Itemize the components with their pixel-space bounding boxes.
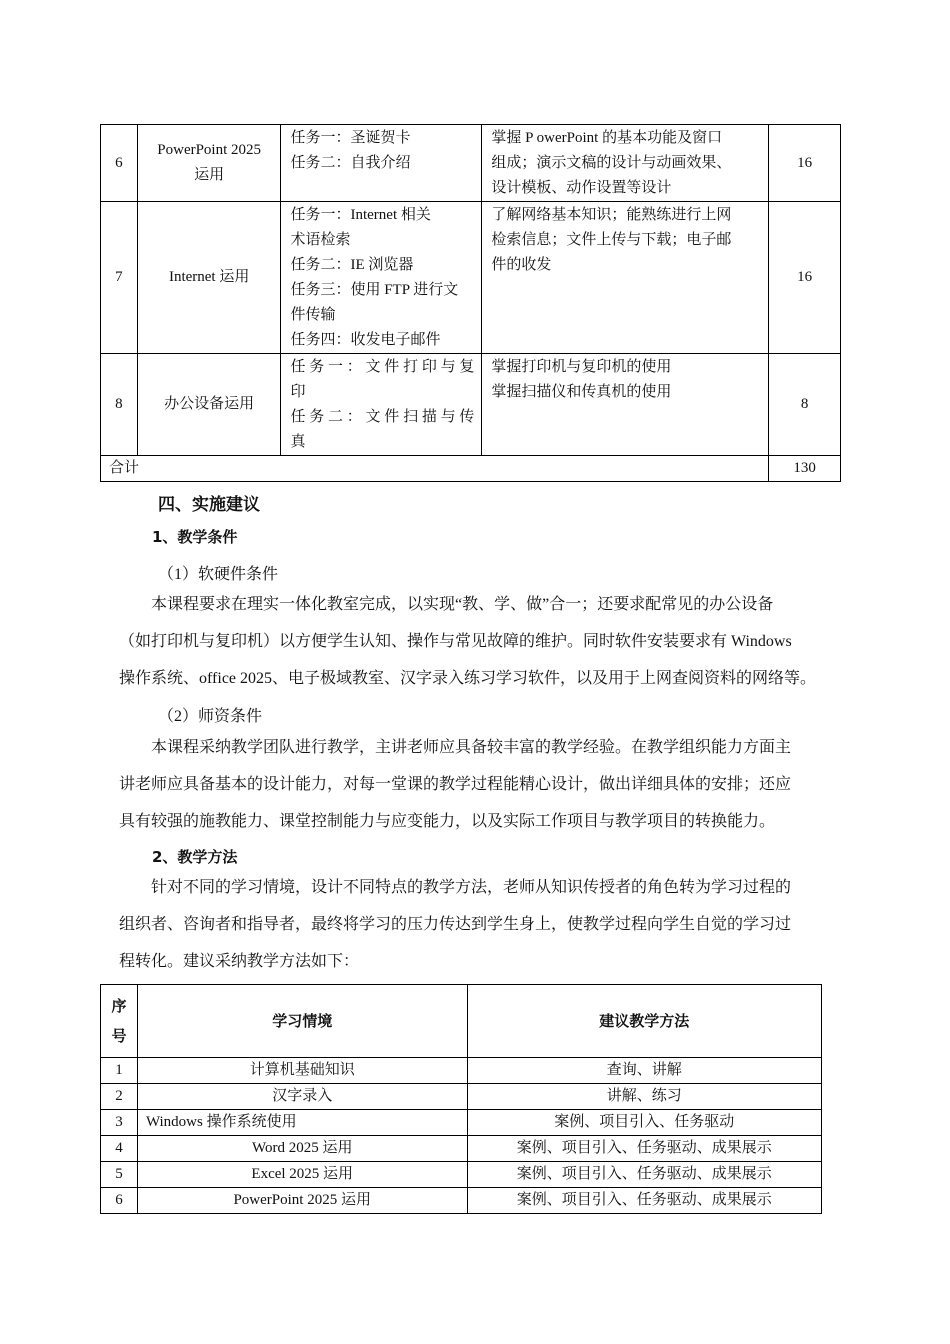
subsection-title: （1）软硬件条件: [158, 566, 279, 583]
teaching-method: 案例、项目引入、任务驱动、成果展示: [467, 1162, 821, 1188]
unit-hours: 16: [769, 125, 841, 202]
table-row: [101, 1188, 822, 1214]
teaching-method: 案例、项目引入、任务驱动、成果展示: [467, 1188, 821, 1214]
learning-context: Word 2025 运用: [137, 1136, 467, 1162]
learning-context: Excel 2025 运用: [137, 1162, 467, 1188]
learning-context: 汉字录入: [137, 1084, 467, 1110]
table-total-row: [101, 456, 841, 482]
teaching-methods-table: [100, 984, 822, 1214]
unit-hours: 8: [769, 354, 841, 456]
table-row: [101, 354, 841, 456]
row-number: 2: [101, 1084, 138, 1110]
row-number: 6: [101, 1188, 138, 1214]
subsection-heading: 1、教学条件: [152, 528, 238, 546]
unit-tasks: 任务一：文件打印与复 印 任务二：文件扫描与传 真: [281, 354, 482, 456]
row-number: 3: [101, 1110, 138, 1136]
total-hours: 130: [769, 456, 841, 482]
teaching-method: 案例、项目引入、任务驱动、成果展示: [467, 1136, 821, 1162]
total-label: 合计: [101, 456, 769, 482]
learning-context: 计算机基础知识: [137, 1058, 467, 1084]
subsection-heading: 2、教学方法: [152, 848, 238, 866]
unit-goals: 掌握 P owerPoint 的基本功能及窗口 组成；演示文稿的设计与动画效果、 设计模板、动作设置等设计: [482, 125, 769, 202]
column-header-method: 建议教学方法: [467, 985, 821, 1058]
unit-hours: 16: [769, 202, 841, 354]
unit-goals: 了解网络基本知识；能熟练进行上网 检索信息；文件上传与下载；电子邮 件的收发: [482, 202, 769, 354]
section-heading: 四、实施建议: [158, 495, 260, 515]
table-row: [101, 125, 841, 202]
column-header-number: 序 号: [101, 985, 138, 1058]
paragraph: 本课程要求在理实一体化教室完成，以实现“教、学、做”合一；还要求配常见的办公设备 （如打印机与复印机）以方便学生认知、操作与常见故障的维护。同时软件安装要求有 Windows 操作系统、office 2025、电子极域教室、汉字录入练习学习软件，以及用于上网查阅资料的网络等。: [119, 596, 817, 687]
unit-tasks: 任务一：圣诞贺卡 任务二：自我介绍: [281, 125, 482, 202]
course-units-table: [100, 124, 841, 482]
paragraph: 针对不同的学习情境，设计不同特点的教学方法，老师从知识传授者的角色转为学习过程的 组织者、咨询者和指导者，最终将学习的压力传达到学生身上，使教学过程向学生自觉的学习过 程转化。建议采纳教学方法如下：: [119, 879, 792, 970]
subsection-title: （2）师资条件: [158, 708, 263, 725]
table-row: [101, 1058, 822, 1084]
unit-name: Internet 运用: [137, 202, 281, 354]
teaching-method: 查询、讲解: [467, 1058, 821, 1084]
teaching-method: 案例、项目引入、任务驱动: [467, 1110, 821, 1136]
table-header-row: [101, 985, 822, 1058]
table-row: [101, 202, 841, 354]
column-header-context: 学习情境: [137, 985, 467, 1058]
unit-number: 6: [101, 125, 138, 202]
row-number: 5: [101, 1162, 138, 1188]
table-row: [101, 1084, 822, 1110]
row-number: 4: [101, 1136, 138, 1162]
unit-number: 7: [101, 202, 138, 354]
unit-name: PowerPoint 2025 运用: [137, 125, 281, 202]
learning-context: PowerPoint 2025 运用: [137, 1188, 467, 1214]
unit-name: 办公设备运用: [137, 354, 281, 456]
table-row: [101, 1136, 822, 1162]
table-row: [101, 1110, 822, 1136]
table-row: [101, 1162, 822, 1188]
teaching-method: 讲解、练习: [467, 1084, 821, 1110]
unit-goals: 掌握打印机与复印机的使用 掌握扫描仪和传真机的使用: [482, 354, 769, 456]
unit-tasks: 任务一：Internet 相关 术语检索 任务二：IE 浏览器 任务三：使用 FTP 进行文 件传输 任务四：收发电子邮件: [281, 202, 482, 354]
row-number: 1: [101, 1058, 138, 1084]
paragraph: 本课程采纳教学团队进行教学，主讲老师应具备较丰富的教学经验。在教学组织能力方面主 讲老师应具备基本的设计能力，对每一堂课的教学过程能精心设计，做出详细具体的安排；还应 具有较强的施教能力、课堂控制能力与应变能力，以及实际工作项目与教学项目的转换能力。: [119, 739, 792, 830]
learning-context: Windows 操作系统使用: [137, 1110, 467, 1136]
unit-number: 8: [101, 354, 138, 456]
